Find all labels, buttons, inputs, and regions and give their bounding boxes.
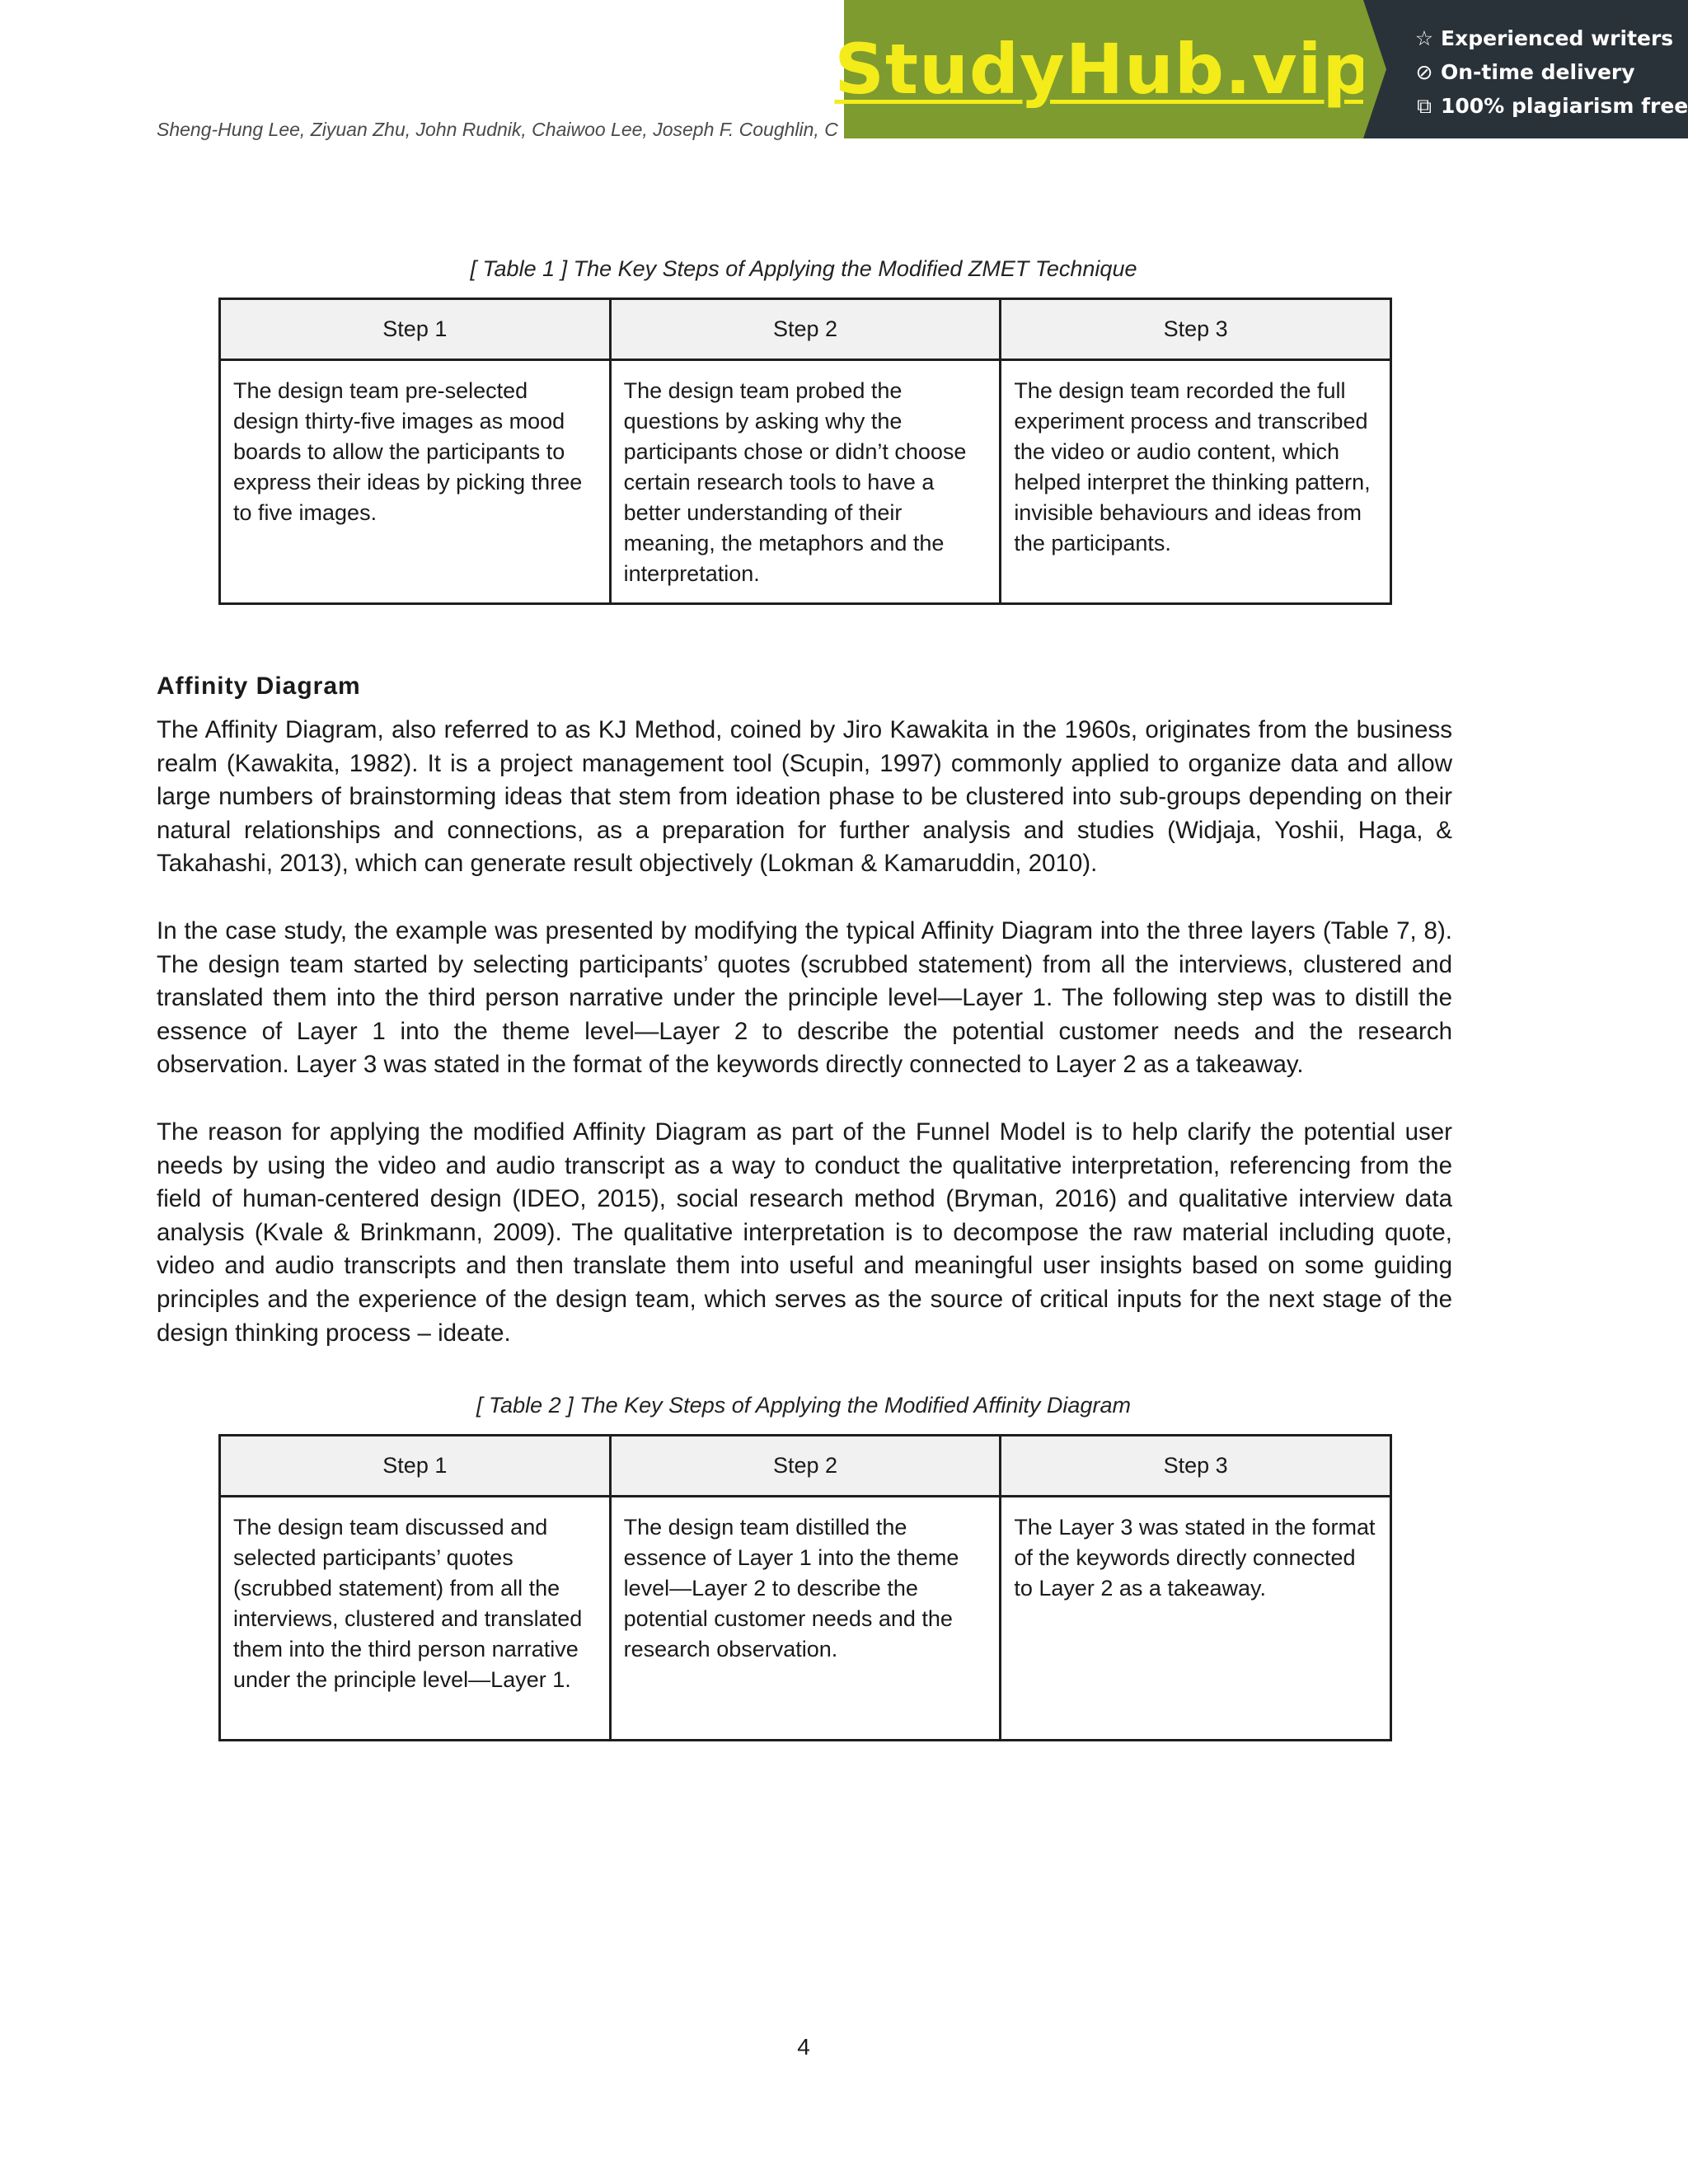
banner-feature-plagiarism-free (1413, 89, 1688, 123)
table1-cell-step1: The design team pre-selected design thirty-five images as mood boards to allow the participants to express their ideas by picking three to five images. (220, 360, 611, 604)
star-icon: ☆ (1414, 26, 1434, 50)
table1-caption: [ Table 1 ] The Key Steps of Applying the Modified ZMET Technique (470, 256, 1137, 281)
table2-affinity-steps (218, 1434, 1392, 1741)
table2-header-step3: Step 3 (1001, 1436, 1391, 1497)
table-row (220, 360, 1391, 604)
table2-caption: [ Table 2 ] The Key Steps of Applying the Modified Affinity Diagram (476, 1393, 1131, 1418)
table2-header-step2: Step 2 (610, 1436, 1001, 1497)
table1-header-step1: Step 1 (220, 299, 611, 360)
studyhub-ad-banner[interactable] (834, 0, 1688, 138)
table2-cell-step1: The design team discussed and selected participants’ quotes (scrubbed statement) from all the interviews, clustered and translated them into the third person narrative under the principle level—Layer 1. (220, 1497, 611, 1741)
table2-header-step1: Step 1 (220, 1436, 611, 1497)
banner-feature-label: Experienced writers (1441, 26, 1674, 50)
banner-feature-experienced-writers (1413, 21, 1688, 55)
banner-feature-label: 100% plagiarism free (1441, 94, 1688, 118)
table1-header-step2: Step 2 (610, 299, 1001, 360)
table1-cell-step3: The design team recorded the full experiment process and transcribed the video or audio content, which helped interpret the thinking pattern, invisible behaviours and ideas from the participants. (1001, 360, 1391, 604)
running-header-authors: Sheng-Hung Lee, Ziyuan Zhu, John Rudnik, Chaiwoo Lee, Joseph F. Coughlin, C (157, 119, 838, 140)
banner-features (1363, 0, 1688, 138)
section-heading-affinity-diagram: Affinity Diagram (157, 673, 361, 700)
copy-icon: ⧉ (1417, 94, 1432, 118)
page-number: 4 (797, 2034, 810, 2060)
banner-feature-label: On-time delivery (1441, 60, 1635, 84)
table-header-row (220, 1436, 1391, 1497)
table2-cell-step2: The design team distilled the essence of Layer 1 into the theme level—Layer 2 to describe the potential customer needs and the research observation. (610, 1497, 1001, 1741)
studyhub-logo[interactable] (834, 0, 1373, 138)
table1-zmet-steps (218, 298, 1392, 605)
paragraph-3: The reason for applying the modified Affinity Diagram as part of the Funnel Model is to help clarify the potential user needs by using the video and audio transcript as a way to conduct the qualitative interpretation, referencing from the field of human-centered design (IDEO, 2015), social research method (Bryman, 2016) and qualitative interview data analysis (Kvale & Brinkmann, 2009). The qualitative interpretation is to decompose the raw material including quote, video and audio transcripts and then translate them into useful and meaningful user insights based on some guiding principles and the experience of the design team, which serves as the source of critical inputs for the next stage of the design thinking process – ideate. (157, 1118, 1452, 1347)
banner-feature-on-time-delivery (1413, 55, 1688, 89)
table2-cell-step3: The Layer 3 was stated in the format of the keywords directly connected to Layer 2 as a takeaway. (1001, 1497, 1391, 1741)
table-header-row (220, 299, 1391, 360)
table1-cell-step2: The design team probed the questions by asking why the participants chose or didn’t choose certain research tools to have a better understanding of their meaning, the metaphors and the interpretation. (610, 360, 1001, 604)
table-row (220, 1497, 1391, 1741)
studyhub-logo-text: StudyHub.vip (834, 29, 1373, 110)
banner-arrow-shape (1363, 0, 1386, 138)
paragraph-1: The Affinity Diagram, also referred to as KJ Method, coined by Jiro Kawakita in the 1960s, originates from the business realm (Kawakita, 1982). It is a project management tool (Scupin, 1997) commonly applied to organize data and allow large numbers of brainstorming ideas that stem from ideation phase to be clustered into sub-groups depending on their natural relationships and connections, as a preparation for further analysis and studies (Widjaja, Yoshii, Haga, & Takahashi, 2013), which can generate result objectively (Lokman & Kamaruddin, 2010). (157, 716, 1452, 878)
table1-header-step3: Step 3 (1001, 299, 1391, 360)
clock-icon: ⊘ (1415, 60, 1433, 84)
paragraph-2: In the case study, the example was presented by modifying the typical Affinity Diagram into the three layers (Table 7, 8). The design team started by selecting participants’ quotes (scrubbed statement) from all the interviews, clustered and translated them into the third person narrative under the principle level—Layer 1. The following step was to distill the essence of Layer 1 into the theme level—Layer 2 to describe the potential customer needs and the research observation. Layer 3 was stated in the format of the keywords directly connected to Layer 2 as a takeaway. (157, 917, 1452, 1079)
